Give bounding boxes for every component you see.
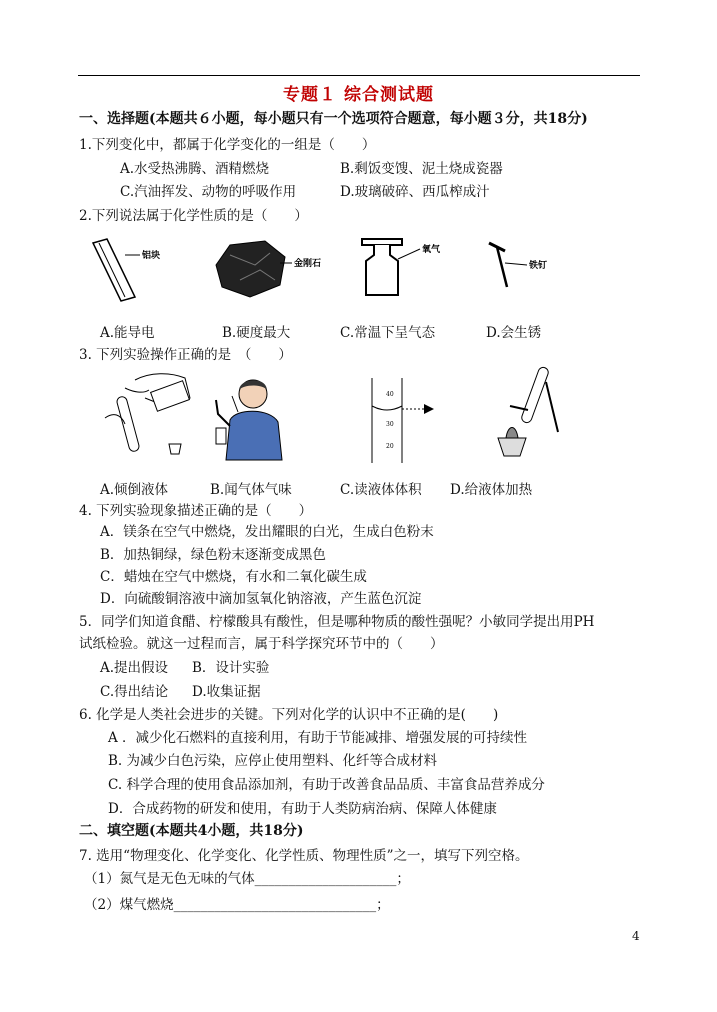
q2-option-a: A.能导电 [100, 325, 155, 341]
q7-subquestion-1: （1）氮气是无色无味的气体_____________________； [84, 871, 410, 887]
label-oxygen: 氧气 [422, 245, 441, 255]
q4-option-a: A．镁条在空气中燃烧，发出耀眼的白光，生成白色粉末 [100, 524, 434, 540]
diamond-image [210, 235, 330, 305]
q4-option-d: D．向硫酸铜溶液中滴加氢氧化钠溶液，产生蓝色沉淀 [100, 591, 422, 607]
header-rule [78, 75, 640, 76]
section-2-heading: 二、填空题(本题共4小题，共18分) [79, 823, 304, 839]
q5-option-c: C.得出结论 [100, 684, 169, 700]
label-iron-nail: 铁钉 [529, 261, 548, 271]
q2-stem: 2.下列说法属于化学性质的是（ ） [79, 208, 308, 224]
q3-stem: 3. 下列实验操作正确的是 （ ） [79, 347, 292, 363]
q2-option-d: D.会生锈 [486, 325, 542, 341]
q1-option-a: A.水受热沸腾、酒精燃烧 [120, 161, 270, 177]
q3-option-c: C.读液体体积 [340, 482, 422, 498]
label-diamond: 金刚石 [294, 259, 322, 269]
cyl-tick-40: 40 [386, 391, 394, 398]
page-number: 4 [632, 929, 640, 943]
q4-option-b: B．加热铜绿，绿色粉末逐渐变成黑色 [100, 547, 326, 563]
q5-line-2: 试纸检验。就这一过程而言，属于科学探究环节中的（ ） [79, 636, 444, 652]
q6-stem: 6. 化学是人类社会进步的关键。下列对化学的认识中不正确的是( ) [79, 707, 499, 723]
q1-option-d: D.玻璃破碎、西瓜榨成汁 [340, 184, 490, 200]
q6-option-b: B. 为减少白色污染，应停止使用塑料、化纤等合成材料 [108, 753, 438, 769]
read-volume-image [362, 378, 472, 463]
q2-option-b: B.硬度最大 [222, 325, 291, 341]
q3-option-a: A.倾倒液体 [100, 482, 169, 498]
iron-nail-image [485, 235, 585, 305]
label-aluminum: 铝块 [142, 251, 161, 261]
q6-option-c: C. 科学合理的使用食品添加剂，有助于改善食品品质、丰富食品营养成分 [108, 777, 545, 793]
q5-option-a: A.提出假设 [100, 660, 169, 676]
page-title: 专题１ 综合测试题 [283, 85, 434, 105]
q3-option-d: D.给液体加热 [450, 482, 533, 498]
q2-option-c: C.常温下呈气态 [340, 325, 436, 341]
oxygen-bottle-image [360, 235, 460, 305]
q1-stem: 1.下列变化中，都属于化学变化的一组是（ ） [79, 137, 376, 153]
q6-option-d: D．合成药物的研发和使用，有助于人类防病治病、保障人体健康 [108, 801, 497, 817]
q5-line-1: 5．同学们知道食醋、柠檬酸具有酸性，但是哪种物质的酸性强呢？小敏同学提出用PH [79, 614, 595, 630]
q4-option-c: C．蜡烛在空气中燃烧，有水和二氧化碳生成 [100, 569, 367, 585]
section-1-heading: 一、选择题(本题共６小题，每小题只有一个选项符合题意，每小题３分，共18分) [79, 111, 588, 127]
q6-option-a: A ．减少化石燃料的直接利用，有助于节能减排、增强发展的可持续性 [108, 730, 528, 746]
cyl-tick-30: 30 [386, 421, 394, 428]
smell-gas-image [208, 370, 298, 462]
q7-subquestion-2: （2）煤气燃烧______________________________； [84, 897, 390, 913]
q4-stem: 4. 下列实验现象描述正确的是（ ） [79, 503, 313, 519]
q5-option-b: B．设计实验 [192, 660, 270, 676]
q7-stem: 7. 选用“物理变化、化学变化、化学性质、物理性质”之一，填写下列空格。 [79, 848, 529, 864]
pour-liquid-image [95, 368, 195, 463]
q5-option-d: D.收集证据 [192, 684, 261, 700]
aluminum-block-image [85, 235, 165, 305]
cyl-tick-20: 20 [386, 443, 394, 450]
q1-option-b: B.剩饭变馊、泥土烧成瓷器 [340, 161, 503, 177]
heat-liquid-image [490, 362, 570, 462]
q1-option-c: C.汽油挥发、动物的呼吸作用 [120, 184, 297, 200]
q3-option-b: B.闻气体气味 [210, 482, 292, 498]
